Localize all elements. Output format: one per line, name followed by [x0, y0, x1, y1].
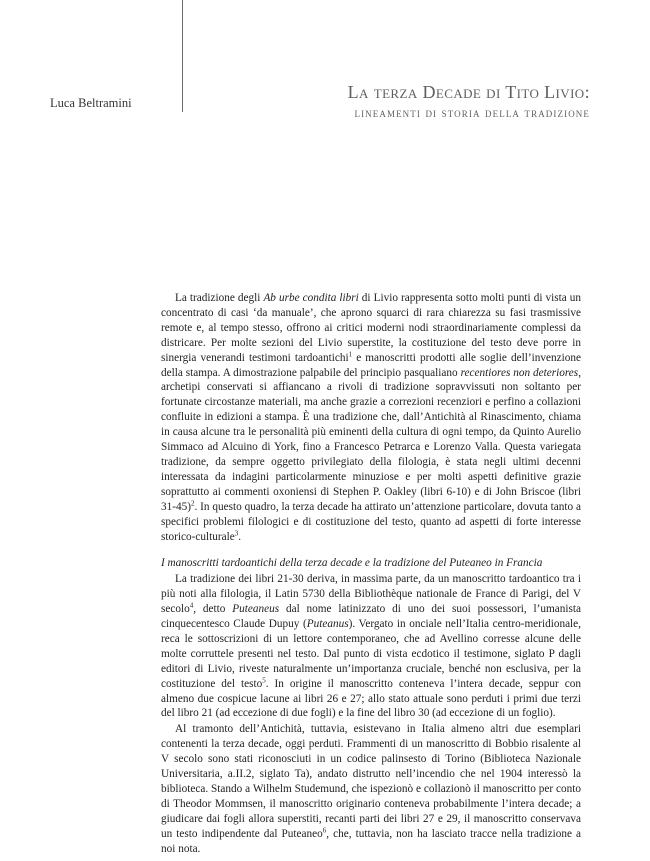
text-run: I manoscritti tardoantichi della terza decade e la tradizione del Puteaneo in Francia	[161, 557, 543, 570]
text-run: . In questo quadro, la terza decade ha attirato un’attenzione particolare, dovuta tanto a specifici problemi filologici e di costituzione del testo, quanto ad aspetti di forte interesse storico-culturale	[161, 500, 581, 543]
paragraph	[161, 722, 581, 856]
footnote-ref: 6	[322, 825, 327, 834]
italic-text: recentiores non deteriores	[460, 366, 579, 379]
footnote-ref: 1	[348, 349, 353, 358]
footnote-ref: 5	[262, 675, 266, 684]
article-title	[348, 82, 590, 122]
text-run: . In origine il manoscritto conteneva l’intera decade, seppur con almeno due cospicue lacune ai libri 26 e 27; allo stato attuale sono perduti i primi due terzi del libro 21 (ad eccezione di due fogli) e la fine del libro 30 (ad eccezione di un foglio).	[161, 677, 581, 720]
author-name: Luca Beltramini	[50, 96, 132, 110]
text-run: La tradizione dei libri 21-30 deriva, in massima parte, da un manoscritto tardoantico tra i più noti alla filologia, il Latin 5730 della Bibliothèque nationale de France di Parigi, del V secolo	[161, 573, 581, 616]
text-run: .	[238, 530, 242, 543]
footnote-ref: 3	[234, 528, 239, 537]
text-run: Al tramonto dell’Antichità, tuttavia, esistevano in Italia almeno altri due esemplari contenenti la terza decade, oggi perduti. Frammenti di un manoscritto di Bobbio risalente al V secolo sono stati riconosciuti in un codice palinsesto di Torino (Biblioteca Nazionale Universitaria, a.II.2, siglato Ta), andato distrutto nell’incendio che nel 1904 interessò la biblioteca. Stando a Wilhelm Studemund, che ispezionò e collazionò il manoscritto per conto di Theodor Mommsen, il manoscritto originario conteneva probabilmente l’intera decade; a giudicare dai fogli allora superstiti, recanti parti dei libri 27 e 29, il manoscritto conservava un testo indipendente dal Puteaneo	[161, 723, 581, 840]
text-run: , detto	[193, 603, 233, 616]
header-divider-line	[182, 0, 183, 112]
section-heading	[161, 556, 581, 571]
italic-text: Puteanus	[306, 618, 349, 631]
paragraph	[161, 291, 581, 544]
text-run: e manoscritti prodotti alle soglie dell’invenzione della stampa. A dimostrazione palpabile del principio pasqualiano	[161, 351, 581, 379]
italic-text: Puteaneus	[232, 603, 280, 616]
italic-text: Ab urbe condita libri	[263, 292, 359, 304]
paragraph	[161, 572, 581, 721]
title-line-2: lineamenti di storia della tradizione	[354, 105, 590, 120]
footnote-ref: 4	[189, 601, 194, 610]
footnote-ref: 2	[191, 498, 195, 507]
text-run: dal nome latinizzato di uno dei suoi possessori, l’umanista cinquecentesco Claude Dupuy (	[161, 603, 581, 631]
text-run: La tradizione degli	[175, 292, 264, 304]
article-body	[161, 291, 581, 857]
title-line-1: La terza Decade di Tito Livio:	[347, 82, 590, 102]
text-run: di Livio rappresenta sotto molti punti di vista un concentrato di casi ‘da manuale’, che aprono squarci di rara chiarezza su fasi trasmissive remote e, al tempo stesso, offrono ai critici moderni nodi straordinariamente complessi da districare. Per molte sezioni del Livio superstite, la costituzione del testo deve porre in sinergia venerandi testimoni tardoantichi	[161, 292, 581, 364]
text-run: ). Vergato in onciale nell’Italia centro-meridionale, reca le sottoscrizioni di un lettore contemporaneo, che ad Avellino corresse alcune delle molte corruttele presenti nel testo. Dal punto di vista ecdotico il testimone, siglato P dagli editori di Livio, riveste naturalmente un’importanza cruciale, benché non esclusiva, per la costituzione del testo	[161, 618, 581, 690]
text-run: , che, tuttavia, non ha lasciato tracce nella tradizione a noi nota.	[161, 827, 581, 855]
text-run: , archetipi conservati si affiancano a rivoli di tradizione sopravvissuti non soltanto per fortunate circostanze materiali, ma anche grazie a correzioni recenziori e perfino a collazioni confluite in edizioni a stampa. È una tradizione che, dall’Antichità al Rinascimento, chiama in causa alcune tra le personalità più eminenti della cultura di ogni tempo, da Quinto Aurelio Simmaco ad Alcuino di York, fino a Francesco Petrarca e Lorenzo Valla. Questa variegata tradizione, da sempre oggetto privilegiato della filologia, è stata negli ultimi decenni interessata da indagini particolarmente minuziose e per molti aspetti definitive grazie soprattutto ai commenti oxoniensi di Stephen P. Oakley (libri 6-10) e di John Briscoe (libri 31-45)	[161, 366, 581, 513]
